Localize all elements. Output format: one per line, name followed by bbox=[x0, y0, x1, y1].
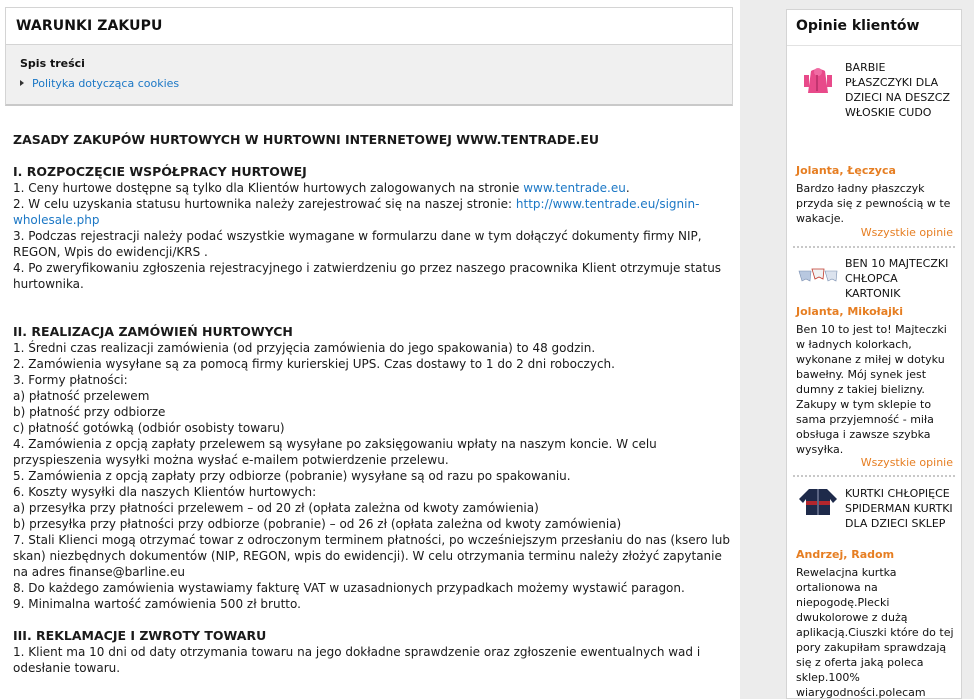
page-title: WARUNKI ZAKUPU bbox=[16, 18, 163, 34]
tentrade-link[interactable]: www.tentrade.eu bbox=[523, 181, 626, 195]
paragraph-line: 3. Podczas rejestracji należy podać wszystkie wymagane w formularzu dane w tym dołączyć dokumenty firmy NIP, REGON, Wpis do ewidencji/KRS . bbox=[13, 229, 702, 259]
review-product-name[interactable]: BARBIE PŁASZCZYKI DLA DZIECI NA DESZCZ WŁOSKIE CUDO bbox=[845, 61, 951, 119]
paragraph-line: 1. Klient ma 10 dni od daty otrzymania towaru na jego dokładne sprawdzenie oraz zgłoszenie ewentualnych wad i odesłanie towaru. bbox=[13, 645, 701, 675]
paragraph-line: 5. Zamówienia z opcją zapłaty przy odbiorze (pobranie) wysyłane są od razu po spakowaniu. bbox=[13, 469, 571, 483]
paragraph-line: a) przesyłka przy płatności przelewem – od 20 zł (opłata zależna od kwoty zamówienia) bbox=[13, 501, 539, 515]
paragraph-line: 4. Po zweryfikowaniu zgłoszenia rejestracyjnego i zatwierdzeniu go przez naszego pracownika Klient otrzymuje status hurtownika. bbox=[13, 261, 722, 291]
review-author: Jolanta, Łęczyca bbox=[796, 164, 896, 177]
triangle-bullet-icon bbox=[20, 80, 24, 86]
toc-title: Spis treści bbox=[20, 57, 85, 70]
paragraph-line: 3. Formy płatności: bbox=[13, 373, 128, 387]
paragraph-line: 1. Ceny hurtowe dostępne są tylko dla Klientów hurtowych zalogowanych na stronie www.tentrade.eu. bbox=[13, 181, 630, 195]
review-text: Bardzo ładny płaszczyk przyda się z pewnością w te wakacje. bbox=[796, 182, 951, 225]
section-heading: III. REKLAMACJE I ZWROTY TOWARU bbox=[13, 628, 267, 643]
paragraph-line: 7. Stali Klienci mogą otrzymać towar z odroczonym terminem płatności, po wcześniejszym przesłaniu do nas (ksero lub skan) niezbędnych dokumentów (NIP, REGON, wpis do ewidencji). W celu otrzymania terminu należy złożyć zapytanie na adres finanse@barline.eu bbox=[13, 533, 730, 579]
review-product-name[interactable]: BEN 10 MAJTECZKI CHŁOPCA KARTONIK bbox=[845, 257, 949, 300]
paragraph-line: b) przesyłka przy płatności przy odbiorze (pobranie) – od 26 zł (opłata zależna od kwoty zamówienia) bbox=[13, 517, 622, 531]
section-heading: I. ROZPOCZĘCIE WSPÓŁPRACY HURTOWEJ bbox=[13, 164, 307, 179]
review-author: Jolanta, Mikołajki bbox=[796, 305, 904, 318]
all-reviews-link[interactable]: Wszystkie opinie bbox=[860, 456, 953, 469]
table-of-contents bbox=[5, 45, 733, 106]
divider bbox=[793, 475, 955, 477]
paragraph-line: 2. W celu uzyskania statusu hurtownika należy zarejestrować się na naszej stronie: http://www.tentrade.eu/signin-wholesale.php bbox=[13, 197, 700, 227]
paragraph-line: 2. Zamówienia wysyłane są za pomocą firmy kurierskiej UPS. Czas dostawy to 1 do 2 dni roboczych. bbox=[13, 357, 615, 371]
paragraph-line: 1. Średni czas realizacji zamówienia (od przyjęcia zamówienia do jego spakowania) to 48 godzin. bbox=[13, 341, 596, 355]
pink-raincoat-icon[interactable] bbox=[797, 65, 839, 97]
paragraph-line: c) płatność gotówką (odbiór osobisty towaru) bbox=[13, 421, 285, 435]
toc-item-label: Polityka dotycząca cookies bbox=[32, 77, 180, 90]
paragraph-line: 6. Koszty wysyłki dla naszych Klientów hurtowych: bbox=[13, 485, 317, 499]
page-header bbox=[5, 7, 733, 45]
sidebar-title: Opinie klientów bbox=[787, 10, 961, 46]
divider bbox=[793, 246, 955, 248]
paragraph-line: 9. Minimalna wartość zamówienia 500 zł brutto. bbox=[13, 597, 301, 611]
review-text: Ben 10 to jest to! Majteczki w ładnych kolorkach, wykonane z miłej w dotyku bawełny. Mój synek jest dumny z takiej bielizny. Zakupy w tym sklepie to sama przyjemność - miła obsługa i zawsze szybka wysyłka. bbox=[796, 323, 947, 456]
paragraph-line: 8. Do każdego zamówienia wystawiamy fakturę VAT w uzasadnionych przypadkach możemy wystawić paragon. bbox=[13, 581, 685, 595]
review-author: Andrzej, Radom bbox=[796, 548, 895, 561]
document-title: ZASADY ZAKUPÓW HURTOWYCH W HURTOWNI INTERNETOWEJ WWW.TENTRADE.EU bbox=[13, 132, 600, 147]
toc-item-cookies-policy[interactable] bbox=[20, 77, 179, 90]
paragraph-line: a) płatność przelewem bbox=[13, 389, 150, 403]
signin-wholesale-link[interactable]: http://www.tentrade.eu/signin-wholesale.php bbox=[13, 197, 700, 227]
review-product-name[interactable]: KURTKI CHŁOPIĘCE SPIDERMAN KURTKI DLA DZIECI SKLEP bbox=[845, 487, 953, 530]
jacket-icon[interactable] bbox=[797, 485, 839, 517]
section-heading: II. REALIZACJA ZAMÓWIEŃ HURTOWYCH bbox=[13, 324, 293, 339]
all-reviews-link[interactable]: Wszystkie opinie bbox=[860, 226, 953, 239]
terms-content bbox=[13, 132, 733, 676]
paragraph-line: b) płatność przy odbiorze bbox=[13, 405, 166, 419]
underwear-icon[interactable] bbox=[797, 259, 839, 291]
section2-body bbox=[13, 340, 733, 612]
customer-reviews-sidebar bbox=[786, 9, 962, 699]
paragraph-line: 4. Zamówienia z opcją zapłaty przelewem są wysyłane po zaksięgowaniu wpłaty na naszym koncie. W celu przyspieszenia wysyłki można wysłać e-mailem potwierdzenie przelewu. bbox=[13, 437, 657, 467]
review-text: Rewelacjna kurtka ortalionowa na niepogodę.Plecki dwukolorowe z dużą aplikacją.Ciuszki które do tej pory zakupiłam sprawdzają się z oferta jaką poleca sklep.100% wiarygodności.polecam bbox=[796, 566, 954, 699]
